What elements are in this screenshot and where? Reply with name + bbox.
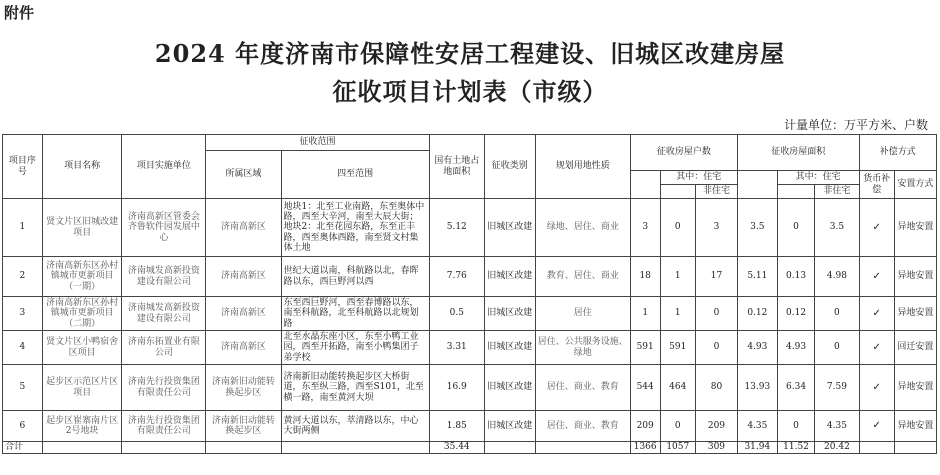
row-households: 1: [630, 297, 660, 331]
row-district: 济南新旧动能转换起步区: [206, 365, 281, 411]
row-households-non-res: 3: [695, 199, 737, 257]
total-row: [3, 442, 937, 454]
row-type: 旧城区改建: [484, 331, 535, 365]
header-land-area: 国有土地占地面积: [429, 135, 484, 199]
row-money-check: ✓: [859, 331, 894, 365]
row-district: 济南新旧动能转换起步区: [206, 411, 281, 442]
header-name: 项目名称: [42, 135, 122, 199]
row-households-non-res: 17: [695, 257, 737, 297]
row-land-area: 3.31: [429, 331, 484, 365]
row-bounds: 世纪大道以南，科航路以北，春晖路以东，西巨野河以西: [281, 257, 429, 297]
table-row: [3, 257, 937, 297]
row-type: 旧城区改建: [484, 199, 535, 257]
header-area-total: [737, 171, 777, 199]
row-seq: 4: [3, 331, 43, 365]
row-money-check: ✓: [859, 257, 894, 297]
total-area: 31.94: [737, 442, 777, 454]
row-households-res: 1: [660, 297, 695, 331]
row-area: 13.93: [737, 365, 777, 411]
header-households-total: [630, 171, 660, 199]
header-area-res: [777, 185, 815, 199]
row-land-area: 1.85: [429, 411, 484, 442]
header-area-of-which-res: 其中：住宅: [777, 171, 859, 185]
row-type: 旧城区改建: [484, 297, 535, 331]
row-seq: 6: [3, 411, 43, 442]
row-type: 旧城区改建: [484, 411, 535, 442]
total-households-res: 1057: [660, 442, 695, 454]
header-money: 货币补偿: [859, 171, 894, 199]
row-resettle: 异地安置: [894, 365, 936, 411]
row-area-res: 0: [777, 411, 815, 442]
header-seq: 项目序号: [3, 135, 43, 199]
row-area-res: 6.34: [777, 365, 815, 411]
row-org: 济南高新区管委会齐鲁软件园发展中心: [122, 199, 206, 257]
header-households-non-res: 非住宅: [695, 185, 737, 199]
row-households-res: 591: [660, 331, 695, 365]
row-households-non-res: 0: [695, 297, 737, 331]
row-seq: 3: [3, 297, 43, 331]
row-money-check: ✓: [859, 297, 894, 331]
header-scope: 征收范围: [206, 135, 429, 151]
cell: [281, 442, 429, 454]
row-org: 济南城发高新投资建设有限公司: [122, 257, 206, 297]
row-households-res: 1: [660, 257, 695, 297]
total-label: 合计: [3, 442, 43, 454]
row-area: 4.93: [737, 331, 777, 365]
row-seq: 2: [3, 257, 43, 297]
row-resettle: 异地安置: [894, 257, 936, 297]
row-area-res: 0: [777, 199, 815, 257]
row-bounds: 东至西巨野河，西至春博路以东，南至科航路，北至科航路以北规划路: [281, 297, 429, 331]
row-households: 18: [630, 257, 660, 297]
row-district: 济南高新区: [206, 297, 281, 331]
row-resettle: 异地安置: [894, 199, 936, 257]
row-resettle: 异地安置: [894, 297, 936, 331]
header-households-of-which-res: 其中：住宅: [660, 171, 737, 185]
row-org: 济南先行投资集团有限责任公司: [122, 365, 206, 411]
row-bounds: 黄河大道以东，萃清路以东，中心大街两侧: [281, 411, 429, 442]
row-district: 济南高新区: [206, 331, 281, 365]
header-land-use: 规划用地性质: [535, 135, 630, 199]
header-households-res: [660, 185, 695, 199]
row-bounds: 北至水晶东座小区，东至小鸭工业园，西至开拓路，南至小鸭集团子弟学校: [281, 331, 429, 365]
total-area-res: 11.52: [777, 442, 815, 454]
row-org: 济南城发高新投资建设有限公司: [122, 297, 206, 331]
row-area-non-res: 7.59: [815, 365, 859, 411]
document-title-line1: 2024 年度济南市保障性安居工程建设、旧城区改建房屋: [154, 39, 786, 68]
row-project-name: 起步区示范区片区项目: [42, 365, 122, 411]
row-land-area: 16.9: [429, 365, 484, 411]
row-households-res: 0: [660, 199, 695, 257]
row-seq: 5: [3, 365, 43, 411]
table-row: [3, 199, 937, 257]
row-project-name: 贤文片区旧城改建项目: [42, 199, 122, 257]
cell: [535, 442, 630, 454]
table-row: [3, 365, 937, 411]
header-households: 征收房屋户数: [630, 135, 737, 171]
row-district: 济南高新区: [206, 199, 281, 257]
row-area: 5.11: [737, 257, 777, 297]
table-row: [3, 411, 937, 442]
row-org: 济南先行投资集团有限责任公司: [122, 411, 206, 442]
row-households-res: 464: [660, 365, 695, 411]
header-district: 所属区域: [206, 151, 281, 199]
row-project-name: 济南高新东区孙村镇城市更新项目（一期）: [42, 257, 122, 297]
row-area: 4.35: [737, 411, 777, 442]
header-area: 征收房屋面积: [737, 135, 859, 171]
table-row: [3, 331, 937, 365]
row-bounds: 地块1：北至工业南路，东至奥体中路，西至大辛河，南至大辰大街；地块2：北至花园东路，东至正丰路，西至奥体西路，南至贤文村集体土地: [281, 199, 429, 257]
project-plan-table: [2, 134, 937, 454]
header-type: 征收类别: [484, 135, 535, 199]
row-type: 旧城区改建: [484, 365, 535, 411]
row-district: 济南高新区: [206, 257, 281, 297]
cell: [484, 442, 535, 454]
row-households-non-res: 209: [695, 411, 737, 442]
row-households-res: 0: [660, 411, 695, 442]
header-compensation: 补偿方式: [859, 135, 936, 171]
row-households-non-res: 80: [695, 365, 737, 411]
row-households: 544: [630, 365, 660, 411]
row-area-non-res: 0: [815, 331, 859, 365]
row-project-name: 贤文片区小鸭宿舍区项目: [42, 331, 122, 365]
row-area-non-res: 3.5: [815, 199, 859, 257]
row-area-non-res: 4.98: [815, 257, 859, 297]
table-row: [3, 297, 937, 331]
header-bounds: 四至范围: [281, 151, 429, 199]
row-land-area: 0.5: [429, 297, 484, 331]
cell: [122, 442, 206, 454]
total-area-non-res: 20.42: [815, 442, 859, 454]
row-households: 209: [630, 411, 660, 442]
document-title-line2: 征收项目计划表（市级）: [332, 77, 608, 106]
row-area-res: 0.12: [777, 297, 815, 331]
unit-note: 计量单位：万平方米、户数: [783, 118, 928, 132]
row-land-use: 居住、公共服务设施、绿地: [535, 331, 630, 365]
row-area: 3.5: [737, 199, 777, 257]
row-households-non-res: 0: [695, 331, 737, 365]
row-area: 0.12: [737, 297, 777, 331]
row-land-use: 居住、商业、教育: [535, 365, 630, 411]
row-land-use: 绿地、居住、商业: [535, 199, 630, 257]
row-households: 591: [630, 331, 660, 365]
row-area-res: 0.13: [777, 257, 815, 297]
header-org: 项目实施单位: [122, 135, 206, 199]
row-money-check: ✓: [859, 411, 894, 442]
total-land-area: 35.44: [429, 442, 484, 454]
total-households: 1366: [630, 442, 660, 454]
row-bounds: 济南新旧动能转换起步区大桥街道，东至纵三路，西至S101，北至横一路，南至黄河大坝: [281, 365, 429, 411]
row-type: 旧城区改建: [484, 257, 535, 297]
row-resettle: 回迁安置: [894, 331, 936, 365]
header-area-non-res: 非住宅: [815, 185, 859, 199]
total-households-non-res: 309: [695, 442, 737, 454]
cell: [894, 442, 936, 454]
cell: [206, 442, 281, 454]
row-households: 3: [630, 199, 660, 257]
cell: [859, 442, 894, 454]
row-land-use: 居住、商业、教育: [535, 411, 630, 442]
row-org: 济南东拓置业有限公司: [122, 331, 206, 365]
row-land-area: 5.12: [429, 199, 484, 257]
row-area-non-res: 0: [815, 297, 859, 331]
row-project-name: 起步区崔寨南片区2号地块: [42, 411, 122, 442]
row-land-use: 居住: [535, 297, 630, 331]
attachment-label: 附件: [4, 4, 35, 22]
row-resettle: 异地安置: [894, 411, 936, 442]
row-money-check: ✓: [859, 365, 894, 411]
cell: [42, 442, 122, 454]
row-area-non-res: 4.35: [815, 411, 859, 442]
row-money-check: ✓: [859, 199, 894, 257]
row-land-area: 7.76: [429, 257, 484, 297]
row-project-name: 济南高新东区孙村镇城市更新项目（二期）: [42, 297, 122, 331]
row-area-res: 4.93: [777, 331, 815, 365]
row-seq: 1: [3, 199, 43, 257]
header-resettle: 安置方式: [894, 171, 936, 199]
row-land-use: 教育、居住、商业: [535, 257, 630, 297]
